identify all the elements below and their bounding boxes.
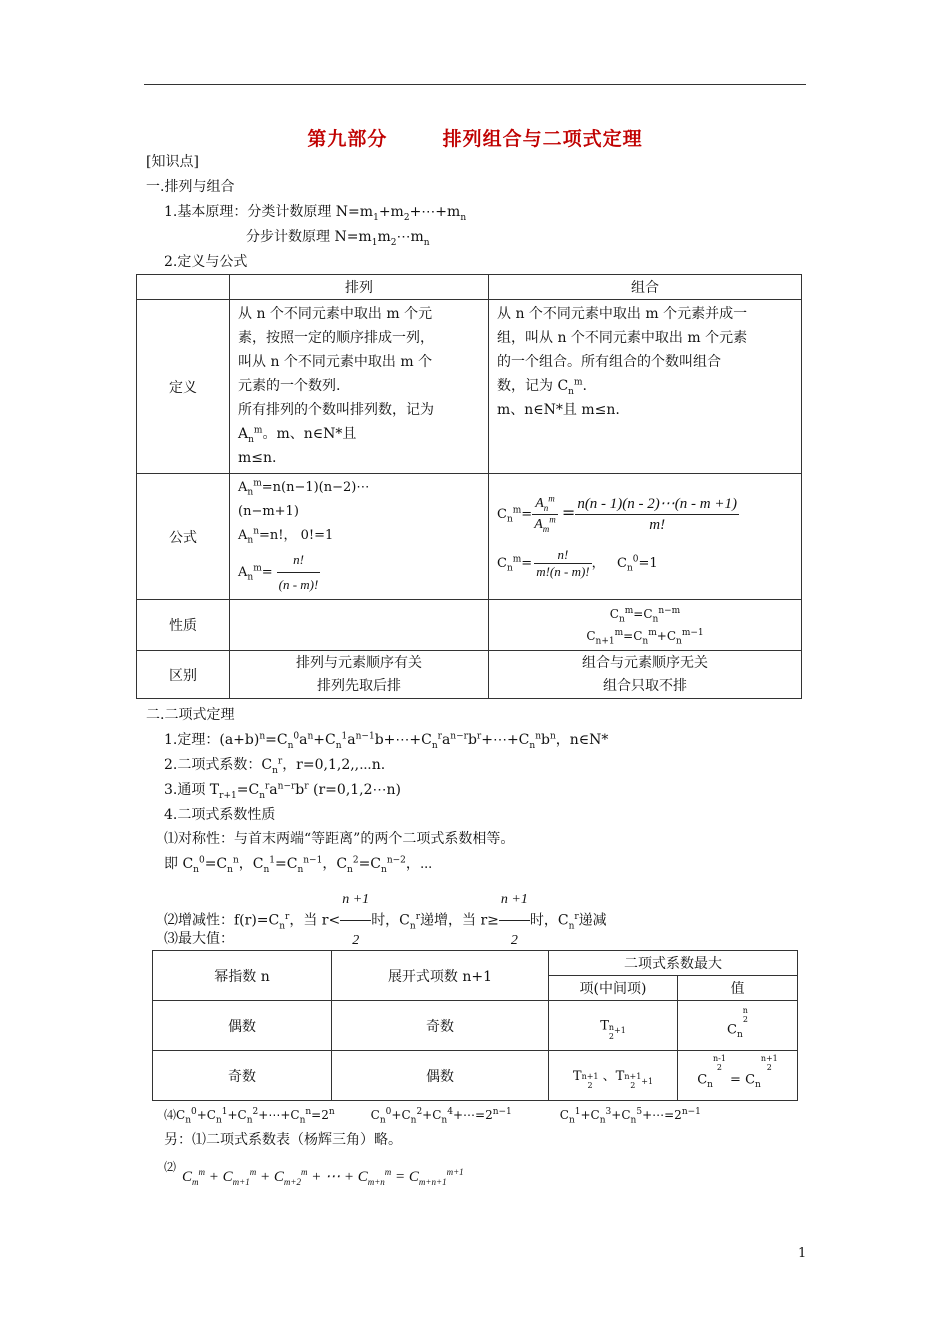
perm-def-line: m≤n. [238, 450, 277, 466]
t2-head-exp: 幂指数 n [153, 951, 332, 1001]
mono-text: ⑵增减性：f(r)=C [164, 912, 280, 929]
perm-formula [230, 474, 489, 600]
col-head-perm: 排列 [230, 275, 489, 300]
symmetry-formula: 即 $C_n^0=C_n^n$，$C_n^1=C_n^{n-1}$，$C_n^2=C_n^{n-2}$，⋯ [164, 855, 433, 875]
comb-formula-line: $C_n^m=$ $\frac{A_n^m}{A_m^m}$ = $\frac{n(n - 1)(n - 2)\cdots(n - m +1)}{m!}$ [497, 492, 737, 534]
sum-3-lead: C [559, 1108, 569, 1122]
page-title [0, 124, 950, 151]
t2-head-terms: 展开式项数 n+1 [332, 951, 549, 1001]
frac-den: (n - m)! [278, 577, 319, 592]
perm-property [230, 600, 489, 651]
comb-difference [489, 651, 802, 699]
symmetry-lead: 即 C [164, 856, 194, 872]
comb-prop-1: $C_n^m=C_n^{n-m}$ [609, 606, 681, 625]
perm-def-line: 叫从 n 个不同元素中取出 m 个 [238, 354, 433, 370]
t2-head-value: 值 [678, 976, 798, 1001]
perm-formula-1: =n(n−1)(n−2)⋯ [261, 480, 370, 495]
comb-property [489, 600, 802, 651]
row-head-diff: 区别 [137, 651, 230, 699]
section2-heading: 二.二项式定理 [146, 707, 235, 723]
perm-def-line: 从 n 个不同元素中取出 m 个元 [238, 306, 433, 322]
mono-text-6: 递减 [578, 912, 607, 929]
symmetry-property: ⑴对称性：与首末两端“等距离”的两个二项式系数相等。 [164, 831, 515, 847]
comb-def-line: 组，叫从 n 个不同元素中取出 m 个元素 [497, 330, 748, 346]
principle-mul-text: 分步计数原理 N=m [246, 229, 372, 245]
perm-formula-line: $A_n^n=n$!， 0!=1 [238, 526, 334, 546]
perm-formula-2: =n!， 0!=1 [258, 528, 334, 543]
col-head-comb: 组合 [489, 275, 802, 300]
comb-diff-1: 组合与元素顺序无关 [582, 654, 708, 671]
coef-properties-heading: 4.二项式系数性质 [164, 807, 276, 823]
perm-symbol: A [238, 426, 249, 442]
general-term-range: (r=0,1,2⋯n) [308, 782, 402, 798]
principle-add-text: 1.基本原理：分类计数原理 N=m [164, 204, 374, 220]
t2-r1-value: $C_n$ $^{n 2}$ [678, 1001, 798, 1051]
mono-text-4: 递增，当 r≥ [420, 912, 499, 929]
t2-head-middle-term: 项(中间项) [549, 976, 678, 1001]
frac-num: n! [277, 548, 321, 573]
sum-properties: $⑷C_n^0+C_n^1+C_n^2+\cdots+C_n^n=2^n$ $C_n^0+C_n^2+C_n^4+\cdots=2^{n-1}$ $C_n^1+C_n^3+C_n^5+\cdots=2^{n-1}$ [164, 1107, 701, 1126]
knowledge-header: [知识点] [146, 154, 199, 170]
basic-principle-1: 1.基本原理：分类计数原理 $N=m_1+m_2+\cdots+m_n$ [164, 204, 467, 223]
mono-text-5: 时，C [529, 912, 569, 929]
perm-def-line: 所有排列的个数叫排列数，记为 [238, 402, 434, 418]
title-name: 排列组合与二项式定理 [442, 128, 643, 150]
general-term: 3.通项 $T_{r+1}=C_n^ra^{n-r}b^r$ (r=0,1,2⋯n) [164, 781, 402, 801]
comb-definition [489, 300, 802, 474]
sum-1-lead: ⑷C [164, 1108, 186, 1122]
comb-def-line: 的一个组合。所有组合的个数叫组合 [497, 354, 721, 370]
row-head-prop: 性质 [137, 600, 230, 651]
basic-principle-2: 分步计数原理 $N=m_1m_2\cdots m_n$ [246, 229, 430, 248]
perm-diff-2: 排列先取后排 [317, 677, 401, 694]
perm-def-line: 素，按照一定的顺序排成一列， [238, 330, 434, 346]
perm-formula-line: $A_n^m=n(n-1)(n-2)\cdots$ [238, 478, 370, 498]
coef-text: 2.二项式系数：C [164, 757, 273, 773]
def-formula-heading: 2.定义与公式 [164, 254, 248, 270]
comb-symbol: 数，记为 C [497, 378, 569, 394]
t2-r1-term: T $_{n 2 +1}$ [549, 1001, 678, 1051]
t2-r2-exp: 奇数 [153, 1051, 332, 1101]
row-head-formula: 公式 [137, 474, 230, 600]
t2-r1-terms: 奇数 [332, 1001, 549, 1051]
binomial-theorem: 1.定理：$(a+b)^n=C_n^0a^n+C_n^1a^{n-1}b+\cdots+C_n^ra^{n-r}b^r+\cdots+C_n^nb^n$，n∈N* [164, 731, 609, 751]
page-number: 1 [798, 1246, 807, 1261]
general-term-text: 3.通项 T [164, 782, 220, 798]
comb-def-line: m、n∈N*且 m≤n. [497, 402, 620, 418]
permutation-combination-table [136, 274, 802, 699]
comb-def-line: 数，记为 $C_n^m$. [497, 377, 587, 397]
coef-range: ，r=0,1,2,,⋯n. [282, 757, 386, 773]
perm-formula-1b: (n−m+1) [238, 504, 299, 519]
perm-def-line: $A_n^m$。m、n∈N*且 [238, 425, 357, 445]
row-head-def: 定义 [137, 300, 230, 474]
perm-definition [230, 300, 489, 474]
comb-def-line: 从 n 个不同元素中取出 m 个元素并成一 [497, 306, 748, 322]
comb-formula-line: $C_n^m=$ $\frac{n!}{m!(n - m)!}$ ， $C_n^0=1$ [497, 546, 658, 579]
mono-text-3: 时，C [371, 912, 410, 929]
comb-frac-num: n(n - 1)(n - 2)⋯(n - m +1) [575, 494, 739, 515]
t2-r2-value: $C_n$ $^{n-1 2}$ = $C_n$ $^{n+1 2}$ [678, 1051, 798, 1101]
binomial-coefficient: 2.二项式系数：$C_n^r$，r=0,1,2,,⋯n. [164, 756, 386, 776]
section1-heading: 一.排列与组合 [146, 179, 235, 195]
theorem-text: 1.定理：(a+b) [164, 732, 260, 748]
monotonic-property: ⑵增减性：$f(r)=C_n^r$，当 r< $\frac{n +1}{2}$ 时，$C_n^r$递增，当 r≥ $\frac{n +1}{2}$ 时，$C_n^r$递减 [164, 880, 607, 961]
comb-frac-den: m! [649, 516, 666, 533]
t2-head-max: 二项式系数最大 [549, 951, 798, 976]
max-value-heading: ⑶最大值： [164, 931, 234, 947]
perm-diff-1: 排列与元素顺序有关 [296, 654, 422, 671]
t2-r2-terms: 偶数 [332, 1051, 549, 1101]
t2-r1-exp: 偶数 [153, 1001, 332, 1051]
hockey-stick-identity: $C_m^m + C_{m+1}^m + C_{m+2}^m$ + ⋯ + $C_{m+n}^m = C_{m+n+1}^{m+1}$ [182, 1167, 464, 1187]
other-note-2: ⑵ [164, 1160, 177, 1174]
mono-text-2: ，当 r< [289, 912, 341, 929]
frac-den: m!(n - m)! [536, 563, 590, 579]
comb-c0: =1 [638, 555, 658, 571]
frac-num: n! [534, 547, 591, 564]
comb-diff-2: 组合只取不排 [603, 677, 687, 694]
perm-def-line: 元素的一个数列. [238, 378, 341, 394]
sum-2-lead: C [370, 1108, 380, 1122]
other-note: 另：⑴二项式系数表（杨辉三角）略。 [164, 1132, 402, 1148]
comb-prop-2: $C_{n+1}^m=C_n^m+C_n^{m-1}$ [586, 628, 704, 647]
max-coefficient-table [152, 950, 798, 1101]
corner-cell [137, 275, 230, 300]
title-part: 第九部分 [307, 128, 388, 150]
t2-r2-term: T $_{n+1 2}$ 、T $_{n+1 2 +1}$ [549, 1051, 678, 1101]
perm-formula-line: $A_n^m=$ $\frac{n!}{(n - m)!}$ [238, 548, 480, 597]
header-rule [144, 84, 806, 85]
comb-formula [489, 474, 802, 600]
perm-difference [230, 651, 489, 699]
